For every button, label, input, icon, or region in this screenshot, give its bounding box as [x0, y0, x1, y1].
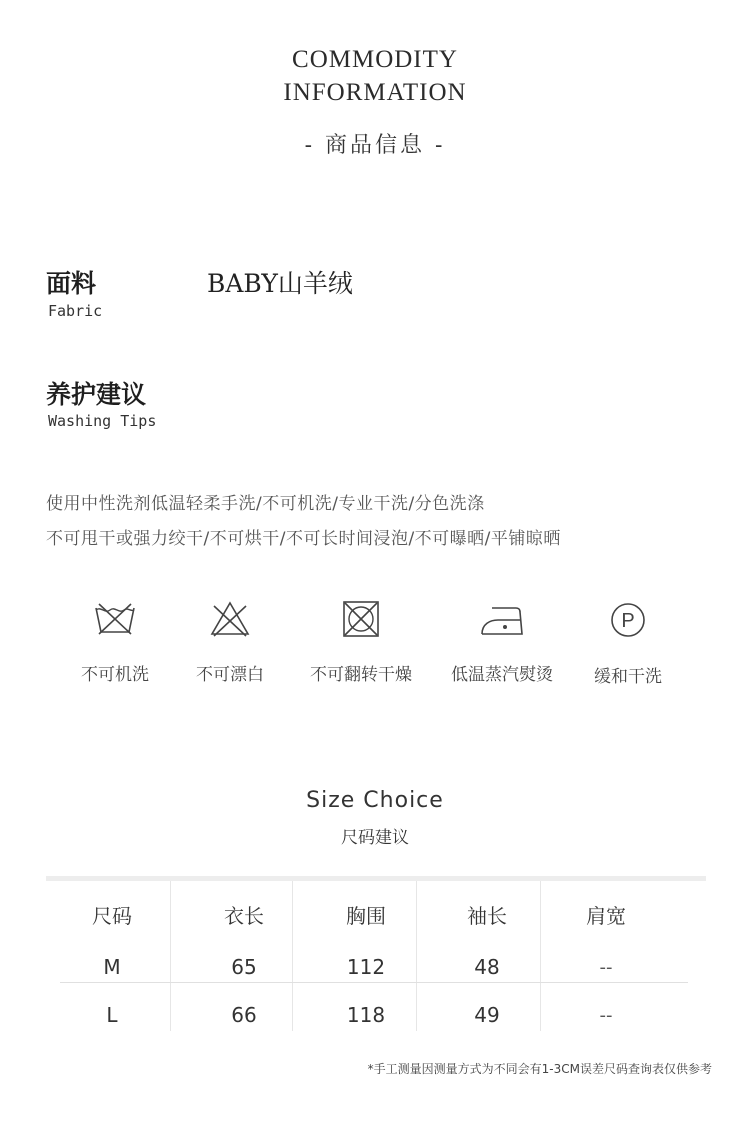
- low-temp-iron-icon: [478, 600, 526, 638]
- gentle-dry-clean-icon: [608, 600, 648, 640]
- size-title-cn: 尺码建议: [341, 828, 409, 848]
- table-divider: [170, 881, 171, 1031]
- care-item-no-tumble-dry: [286, 600, 436, 685]
- table-cell-shoulder: --: [599, 957, 613, 978]
- washing-label: 养护建议: [46, 380, 147, 409]
- washing-tip-line1: 使用中性洗剂低温轻柔手洗/不可机洗/专业干洗/分色洗涤: [46, 494, 485, 514]
- table-cell-sleeve: 49: [474, 1003, 500, 1027]
- table-divider: [540, 881, 541, 1031]
- page-title-line2: INFORMATION: [283, 79, 467, 106]
- table-cell-length: 66: [231, 1003, 257, 1027]
- size-header-length: 衣长: [224, 904, 264, 928]
- washing-label-en: Washing Tips: [48, 412, 157, 430]
- table-cell-sleeve: 48: [474, 955, 500, 979]
- fabric-label: 面料: [46, 269, 97, 298]
- care-label: 不可机洗: [81, 665, 149, 685]
- care-label: 不可漂白: [196, 665, 264, 685]
- table-cell-bust: 118: [346, 1003, 386, 1027]
- table-divider: [416, 881, 417, 1031]
- page-subtitle: - 商品信息 -: [304, 133, 446, 158]
- no-machine-wash-icon: [93, 600, 137, 638]
- size-title-en: Size Choice: [306, 788, 444, 813]
- table-cell-shoulder: --: [599, 1005, 613, 1026]
- size-header-size: 尺码: [92, 904, 132, 928]
- page-title-line1: COMMODITY: [292, 46, 458, 73]
- fabric-value: BABY山羊绒: [207, 269, 353, 298]
- svg-text:P: P: [621, 610, 635, 632]
- size-table-top-bar: [46, 876, 706, 881]
- table-cell-length: 65: [231, 955, 257, 979]
- size-header-sleeve: 袖长: [467, 904, 507, 928]
- washing-tip-line2: 不可甩干或强力绞干/不可烘干/不可长时间浸泡/不可曝晒/平铺晾晒: [46, 529, 561, 549]
- fabric-label-en: Fabric: [48, 302, 103, 320]
- table-cell-bust: 112: [346, 955, 386, 979]
- no-tumble-dry-icon: [341, 600, 381, 638]
- care-item-no-bleach: [155, 600, 305, 685]
- size-header-bust: 胸围: [346, 904, 386, 928]
- table-cell-size: L: [106, 1003, 118, 1027]
- care-item-gentle-dry-clean: [553, 600, 703, 687]
- care-label: 缓和干洗: [594, 667, 662, 687]
- table-cell-size: M: [103, 955, 121, 979]
- care-label: 不可翻转干燥: [310, 665, 412, 685]
- no-bleach-icon: [208, 600, 252, 638]
- table-row-divider: [60, 982, 688, 983]
- size-footnote: *手工测量因测量方式为不同会有1-3CM误差尺码查询表仅供参考: [367, 1062, 712, 1076]
- care-label: 低温蒸汽熨烫: [451, 665, 553, 685]
- size-header-shoulder: 肩宽: [586, 904, 626, 928]
